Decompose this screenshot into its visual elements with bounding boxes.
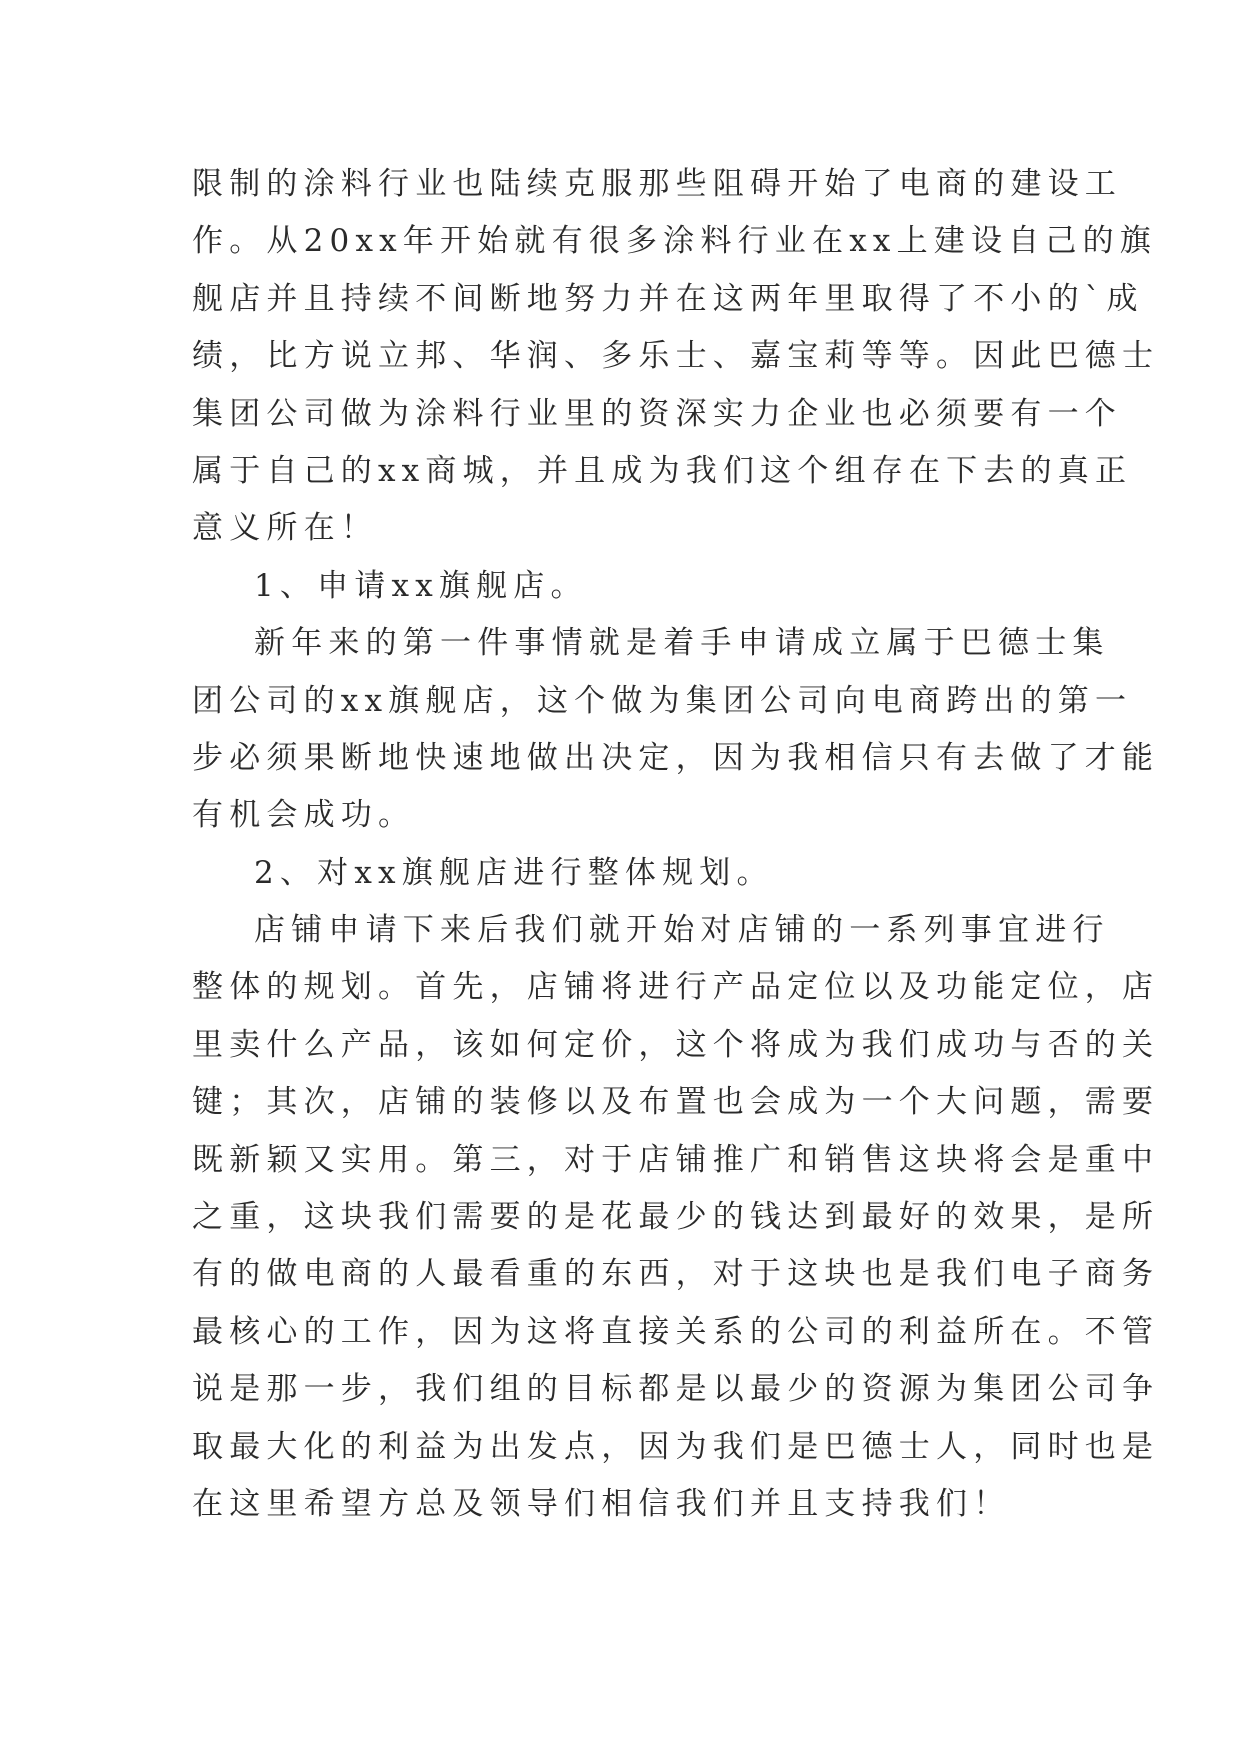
section-heading: 1、申请xx旗舰店。 — [254, 567, 588, 604]
text-line: 之重，这块我们需要的是花最少的钱达到最好的效果，是所 — [192, 1199, 1160, 1236]
text-line: 说是那一步，我们组的目标都是以最少的资源为集团公司争 — [192, 1371, 1160, 1408]
text-line: 在这里希望方总及领导们相信我们并且支持我们！ — [192, 1485, 1011, 1522]
text-line: 属于自己的xx商城，并且成为我们这个组存在下去的真正 — [192, 452, 1133, 489]
text-line: 步必须果断地快速地做出决定，因为我相信只有去做了才能 — [192, 739, 1160, 776]
text-line: 团公司的xx旗舰店，这个做为集团公司向电商跨出的第一 — [192, 682, 1133, 719]
text-line: 取最大化的利益为出发点，因为我们是巴德士人，同时也是 — [192, 1428, 1160, 1465]
text-line: 舰店并且持续不间断地努力并在这两年里取得了不小的`成 — [192, 280, 1144, 317]
text-line: 有机会成功。 — [192, 797, 416, 834]
text-line: 店铺申请下来后我们就开始对店铺的一系列事宜进行 — [254, 912, 1110, 949]
text-line: 既新颖又实用。第三，对于店铺推广和销售这块将会是重中 — [192, 1141, 1160, 1178]
text-line: 限制的涂料行业也陆续克服那些阻碍开始了电商的建设工 — [192, 166, 1122, 202]
text-line: 新年来的第一件事情就是着手申请成立属于巴德士集 — [254, 625, 1110, 662]
text-line: 最核心的工作，因为这将直接关系的公司的利益所在。不管 — [192, 1313, 1160, 1350]
text-line: 集团公司做为涂料行业里的资深实力企业也必须要有一个 — [192, 395, 1122, 432]
text-line: 意义所在！ — [192, 510, 378, 547]
text-line: 里卖什么产品，该如何定价，这个将成为我们成功与否的关 — [192, 1026, 1160, 1063]
text-line: 键；其次，店铺的装修以及布置也会成为一个大问题，需要 — [192, 1084, 1160, 1121]
text-line: 整体的规划。首先，店铺将进行产品定位以及功能定位，店 — [192, 969, 1160, 1006]
text-line: 作。从20xx年开始就有很多涂料行业在xx上建设自己的旗 — [192, 223, 1157, 260]
text-line: 有的做电商的人最看重的东西，对于这块也是我们电子商务 — [192, 1256, 1160, 1293]
text-line: 绩，比方说立邦、华润、多乐士、嘉宝莉等等。因此巴德士 — [192, 338, 1160, 375]
body-text — [192, 156, 1160, 1533]
section-heading: 2、对xx旗舰店进行整体规划。 — [254, 854, 774, 891]
